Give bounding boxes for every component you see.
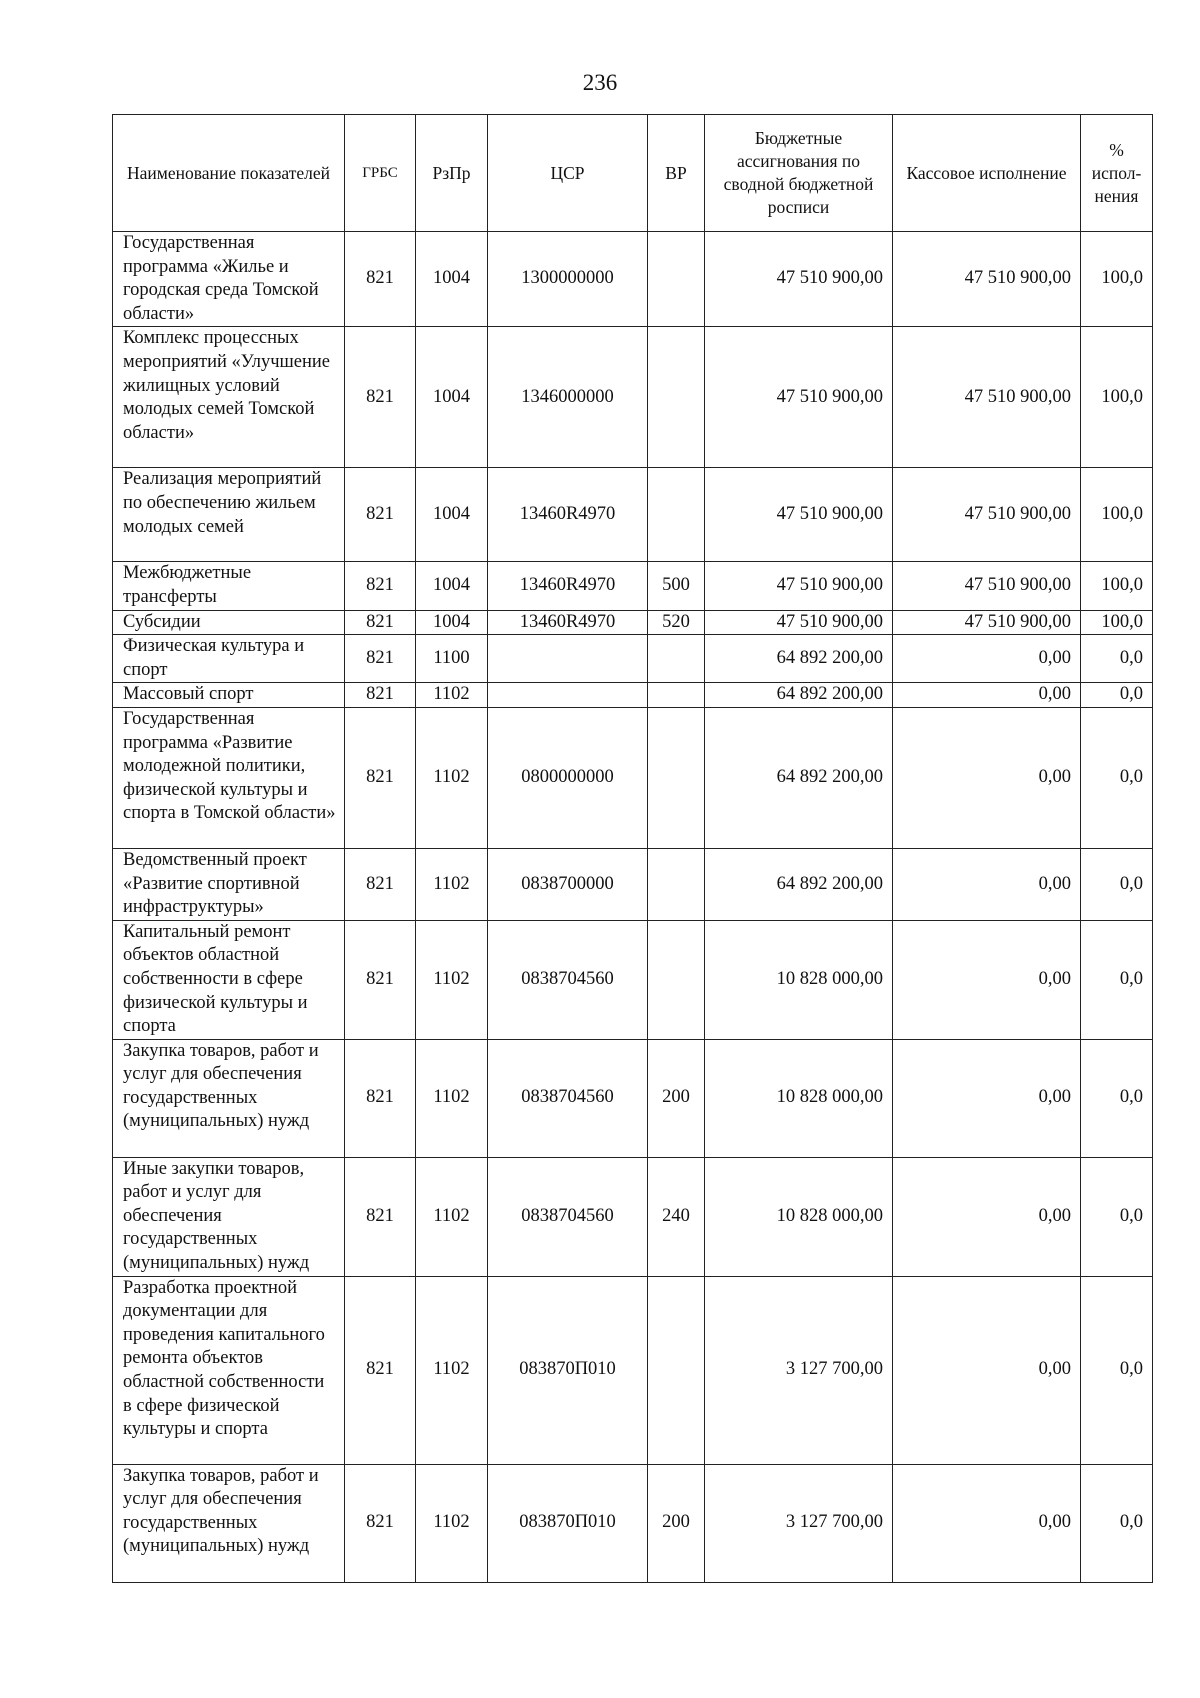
cell-csr: 083870П010 [488, 1276, 648, 1464]
cell-percent: 0,0 [1081, 920, 1153, 1039]
table-row [113, 683, 1153, 708]
header-name: Наименование показателей [113, 115, 345, 232]
cell-grbs: 821 [345, 848, 416, 920]
cell-rzpr: 1004 [416, 468, 488, 562]
cell-grbs: 821 [345, 707, 416, 848]
cell-csr: 0800000000 [488, 707, 648, 848]
cell-vr [648, 848, 705, 920]
table-row [113, 920, 1153, 1039]
header-csr: ЦСР [488, 115, 648, 232]
cell-execution: 0,00 [893, 683, 1081, 708]
cell-name: Государственная программа «Жилье и городская среда Томской области» [113, 232, 345, 327]
cell-percent: 0,0 [1081, 1276, 1153, 1464]
cell-execution: 0,00 [893, 848, 1081, 920]
cell-allocations: 3 127 700,00 [705, 1276, 893, 1464]
cell-execution: 47 510 900,00 [893, 232, 1081, 327]
cell-execution: 0,00 [893, 707, 1081, 848]
cell-allocations: 64 892 200,00 [705, 683, 893, 708]
cell-percent: 0,0 [1081, 683, 1153, 708]
table-row [113, 1464, 1153, 1582]
cell-execution: 0,00 [893, 1464, 1081, 1582]
header-execution: Кассовое исполнение [893, 115, 1081, 232]
cell-grbs: 821 [345, 327, 416, 468]
cell-vr: 520 [648, 610, 705, 635]
table-row [113, 848, 1153, 920]
cell-allocations: 64 892 200,00 [705, 635, 893, 683]
cell-vr [648, 635, 705, 683]
table-row [113, 468, 1153, 562]
table-row [113, 232, 1153, 327]
cell-rzpr: 1102 [416, 683, 488, 708]
cell-percent: 0,0 [1081, 1039, 1153, 1157]
cell-execution: 0,00 [893, 920, 1081, 1039]
cell-grbs: 821 [345, 232, 416, 327]
table-row [113, 327, 1153, 468]
table-row [113, 610, 1153, 635]
cell-allocations: 3 127 700,00 [705, 1464, 893, 1582]
cell-name: Закупка товаров, работ и услуг для обеспечения государственных (муниципальных) нужд [113, 1039, 345, 1157]
cell-rzpr: 1102 [416, 707, 488, 848]
table-row [113, 1039, 1153, 1157]
cell-execution: 47 510 900,00 [893, 610, 1081, 635]
cell-percent: 100,0 [1081, 468, 1153, 562]
cell-vr [648, 683, 705, 708]
cell-vr [648, 468, 705, 562]
cell-name: Закупка товаров, работ и услуг для обеспечения государственных (муниципальных) нужд [113, 1464, 345, 1582]
cell-rzpr: 1102 [416, 848, 488, 920]
cell-percent: 0,0 [1081, 707, 1153, 848]
cell-vr [648, 327, 705, 468]
table-row [113, 1276, 1153, 1464]
cell-name: Государственная программа «Развитие молодежной политики, физической культуры и спорта в Томской области» [113, 707, 345, 848]
cell-grbs: 821 [345, 1157, 416, 1276]
cell-rzpr: 1004 [416, 327, 488, 468]
cell-name: Субсидии [113, 610, 345, 635]
cell-csr: 1300000000 [488, 232, 648, 327]
cell-execution: 47 510 900,00 [893, 468, 1081, 562]
cell-grbs: 821 [345, 1276, 416, 1464]
cell-execution: 0,00 [893, 1039, 1081, 1157]
cell-vr: 200 [648, 1464, 705, 1582]
cell-csr: 13460R4970 [488, 468, 648, 562]
cell-rzpr: 1102 [416, 920, 488, 1039]
cell-vr [648, 707, 705, 848]
cell-grbs: 821 [345, 635, 416, 683]
cell-percent: 0,0 [1081, 1464, 1153, 1582]
cell-rzpr: 1102 [416, 1464, 488, 1582]
cell-grbs: 821 [345, 562, 416, 610]
cell-allocations: 64 892 200,00 [705, 848, 893, 920]
cell-vr: 200 [648, 1039, 705, 1157]
table-row [113, 562, 1153, 610]
cell-csr [488, 635, 648, 683]
cell-execution: 0,00 [893, 635, 1081, 683]
cell-csr: 1346000000 [488, 327, 648, 468]
cell-name: Массовый спорт [113, 683, 345, 708]
cell-percent: 100,0 [1081, 327, 1153, 468]
cell-grbs: 821 [345, 683, 416, 708]
header-percent: % испол-нения [1081, 115, 1153, 232]
cell-rzpr: 1004 [416, 232, 488, 327]
cell-name: Иные закупки товаров, работ и услуг для обеспечения государственных (муниципальных) нужд [113, 1157, 345, 1276]
cell-vr: 240 [648, 1157, 705, 1276]
page-number: 236 [582, 70, 618, 95]
cell-name: Разработка проектной документации для проведения капитального ремонта объектов областной собственности в сфере физической культуры и спорта [113, 1276, 345, 1464]
table-body [113, 232, 1153, 1583]
cell-percent: 100,0 [1081, 562, 1153, 610]
cell-allocations: 10 828 000,00 [705, 920, 893, 1039]
cell-vr: 500 [648, 562, 705, 610]
cell-rzpr: 1102 [416, 1276, 488, 1464]
cell-allocations: 47 510 900,00 [705, 562, 893, 610]
cell-grbs: 821 [345, 1464, 416, 1582]
cell-grbs: 821 [345, 468, 416, 562]
cell-execution: 47 510 900,00 [893, 327, 1081, 468]
cell-grbs: 821 [345, 920, 416, 1039]
cell-allocations: 47 510 900,00 [705, 468, 893, 562]
header-allocations: Бюджетные ассигнования по сводной бюджетной росписи [705, 115, 893, 232]
cell-vr [648, 920, 705, 1039]
cell-percent: 0,0 [1081, 635, 1153, 683]
cell-rzpr: 1100 [416, 635, 488, 683]
cell-name: Физическая культура и спорт [113, 635, 345, 683]
cell-execution: 47 510 900,00 [893, 562, 1081, 610]
cell-allocations: 47 510 900,00 [705, 610, 893, 635]
cell-csr [488, 683, 648, 708]
cell-name: Межбюджетные трансферты [113, 562, 345, 610]
cell-percent: 0,0 [1081, 1157, 1153, 1276]
cell-csr: 13460R4970 [488, 610, 648, 635]
cell-rzpr: 1102 [416, 1039, 488, 1157]
cell-name: Реализация мероприятий по обеспечению жильем молодых семей [113, 468, 345, 562]
cell-grbs: 821 [345, 1039, 416, 1157]
cell-execution: 0,00 [893, 1157, 1081, 1276]
cell-name: Капитальный ремонт объектов областной собственности в сфере физической культуры и спорта [113, 920, 345, 1039]
table-row [113, 1157, 1153, 1276]
cell-allocations: 10 828 000,00 [705, 1157, 893, 1276]
table-row [113, 707, 1153, 848]
cell-csr: 0838704560 [488, 1157, 648, 1276]
cell-percent: 100,0 [1081, 232, 1153, 327]
cell-execution: 0,00 [893, 1276, 1081, 1464]
cell-allocations: 47 510 900,00 [705, 327, 893, 468]
header-grbs: ГРБС [345, 115, 416, 232]
cell-percent: 100,0 [1081, 610, 1153, 635]
cell-allocations: 10 828 000,00 [705, 1039, 893, 1157]
cell-rzpr: 1004 [416, 562, 488, 610]
table-header-row [113, 115, 1153, 232]
cell-csr: 0838704560 [488, 920, 648, 1039]
cell-csr: 0838700000 [488, 848, 648, 920]
cell-vr [648, 232, 705, 327]
table-row [113, 635, 1153, 683]
budget-execution-table [112, 114, 1153, 1583]
cell-name: Комплекс процессных мероприятий «Улучшение жилищных условий молодых семей Томской области» [113, 327, 345, 468]
cell-vr [648, 1276, 705, 1464]
cell-csr: 083870П010 [488, 1464, 648, 1582]
cell-rzpr: 1004 [416, 610, 488, 635]
header-vr: ВР [648, 115, 705, 232]
cell-csr: 0838704560 [488, 1039, 648, 1157]
cell-csr: 13460R4970 [488, 562, 648, 610]
cell-grbs: 821 [345, 610, 416, 635]
cell-rzpr: 1102 [416, 1157, 488, 1276]
header-rzpr: РзПр [416, 115, 488, 232]
cell-name: Ведомственный проект «Развитие спортивной инфраструктуры» [113, 848, 345, 920]
cell-allocations: 47 510 900,00 [705, 232, 893, 327]
cell-percent: 0,0 [1081, 848, 1153, 920]
cell-allocations: 64 892 200,00 [705, 707, 893, 848]
